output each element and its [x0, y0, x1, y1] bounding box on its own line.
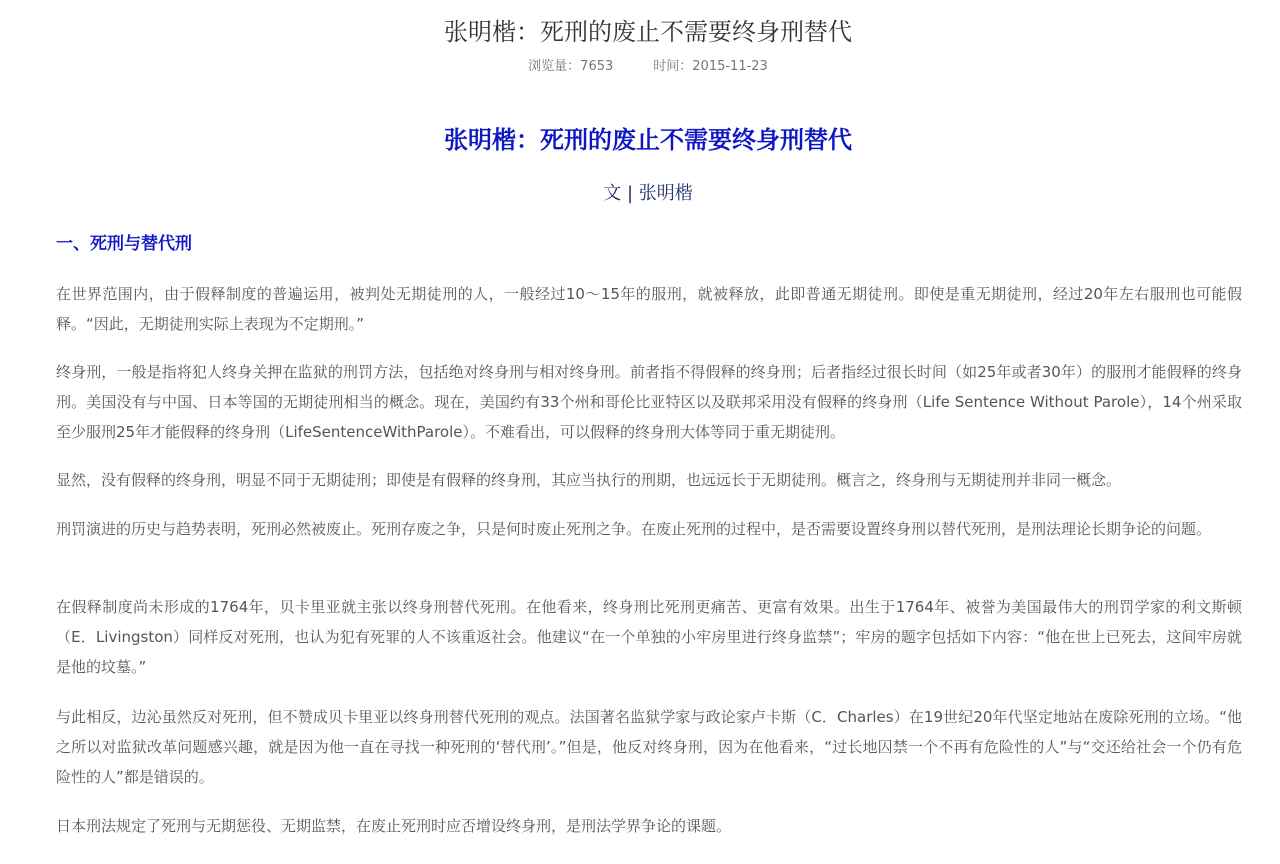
- article-title: 张明楷：死刑的废止不需要终身刑替代: [444, 126, 852, 154]
- section-heading: 一、死刑与替代刑: [56, 234, 192, 254]
- views-label: 浏览量：: [528, 59, 581, 74]
- paragraph: 在世界范围内，由于假释制度的普遍运用，被判处无期徒刑的人，一般经过10～15年的服刑，就被释放，此即普通无期徒刑。即使是重无期徒刑，经过20年左右服刑也可能假释。“因此，无期徒刑实际上表现为不定期刑。”: [56, 285, 1242, 333]
- byline: 文 | 张明楷: [603, 183, 693, 204]
- paragraph: 在假释制度尚未形成的1764年，贝卡里亚就主张以终身刑替代死刑。在他看来，终身刑比死刑更痛苦、更富有效果。出生于1764年、被誉为美国最伟大的刑罚学家的利文斯顿（E．Livingston）同样反对死刑，也认为犯有死罪的人不该重返社会。他建议“在一个单独的小牢房里进行终身监禁”；牢房的题字包括如下内容：“他在世上已死去，这间牢房就是他的坟墓。”: [56, 598, 1242, 676]
- views-value: 7653: [580, 59, 614, 74]
- paragraph: 刑罚演进的历史与趋势表明，死刑必然被废止。死刑存废之争，只是何时废止死刑之争。在废止死刑的过程中，是否需要设置终身刑以替代死刑，是刑法理论长期争论的问题。: [56, 520, 1212, 538]
- time-value: 2015-11-23: [692, 59, 768, 74]
- paragraph: 与此相反，边沁虽然反对死刑，但不赞成贝卡里亚以终身刑替代死刑的观点。法国著名监狱学家与政论家卢卡斯（C．Charles）在19世纪20年代坚定地站在废除死刑的立场。“他之所以对监狱改革问题感兴趣，就是因为他一直在寻找一种死刑的‘替代刑’。”但是，他反对终身刑，因为在他看来，“过长地囚禁一个不再有危险性的人”与“交还给社会一个仍有危险性的人”都是错误的。: [56, 708, 1242, 786]
- article-meta: [0, 57, 1280, 77]
- publish-time: [653, 57, 768, 77]
- page-title: 张明楷：死刑的废止不需要终身刑替代: [444, 18, 852, 46]
- time-label: 时间：: [653, 59, 693, 74]
- paragraph: 显然，没有假释的终身刑，明显不同于无期徒刑；即使是有假释的终身刑，其应当执行的刑期，也远远长于无期徒刑。概言之，终身刑与无期徒刑并非同一概念。: [56, 471, 1122, 489]
- paragraph: 日本刑法规定了死刑与无期惩役、无期监禁，在废止死刑时应否增设终身刑，是刑法学界争论的课题。: [56, 817, 732, 835]
- paragraph: 终身刑，一般是指将犯人终身关押在监狱的刑罚方法，包括绝对终身刑与相对终身刑。前者指不得假释的终身刑；后者指经过很长时间（如25年或者30年）的服刑才能假释的终身刑。美国没有与中国、日本等国的无期徒刑相当的概念。现在，美国约有33个州和哥伦比亚特区以及联邦采用没有假释的终身刑（Life Sentence Without Parole），14个州采取至少服刑25年才能假释的终身刑（LifeSentenceWithParole）。不难看出，可以假释的终身刑大体等同于重无期徒刑。: [56, 363, 1242, 441]
- views-count: [528, 57, 613, 77]
